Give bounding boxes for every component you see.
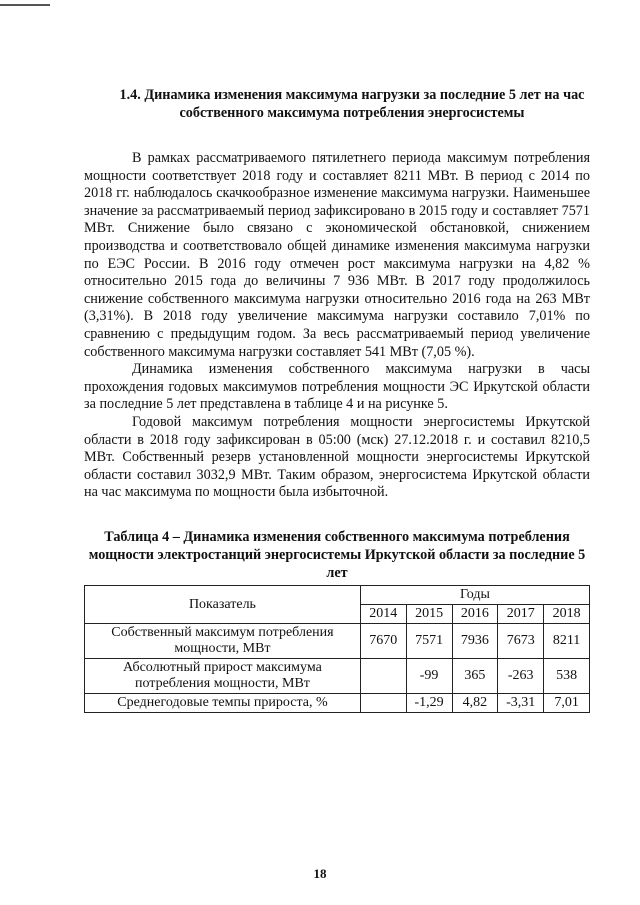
- page-number: 18: [313, 866, 327, 881]
- table-row: [85, 624, 590, 659]
- page-content: [84, 86, 590, 710]
- paragraph-1: В рамках рассматриваемого пятилетнего периода максимум потребления мощности соответствует 2018 году и составляет 8211 МВт. В период с 2014 по 2018 гг. наблюдалось скачкообразное изменение максимума нагрузки. Наименьшее значение за рассматриваемый период зафиксировано в 2015 году и составляет 7571 МВт. Снижение было связано с экономической обстановкой, снижением производства и соответствовало общей динамике изменения максимума нагрузки по ЕЭС России. В 2016 году отмечен рост максимума нагрузки на 4,82 % относительно 2015 года до величины 7 936 МВт. В 2017 году продолжилось снижение собственного максимума нагрузки относительно 2016 года на 263 МВт (3,31%). В 2018 году увеличение максимума нагрузки составило 7,01% по сравнению с предыдущим годом. За весь рассматриваемый период увеличение собственного максимума нагрузки составляет 541 МВт (7,05 %).: [84, 150, 590, 360]
- table-cell: 7936: [452, 624, 498, 659]
- year-2014: 2014: [360, 605, 406, 624]
- row-label: Среднегодовые темпы прироста, %: [85, 694, 361, 713]
- table-cell: 7673: [498, 624, 544, 659]
- load-dynamics-table: [84, 585, 590, 713]
- header-indicator: Показатель: [85, 586, 361, 624]
- year-2017: 2017: [498, 605, 544, 624]
- table-cell: -3,31: [498, 694, 544, 713]
- row-label: Собственный максимум потребления мощности, МВт: [85, 624, 361, 659]
- table-cell: 538: [544, 659, 590, 694]
- table-cell: 7670: [360, 624, 406, 659]
- scan-edge-mark: [0, 4, 50, 6]
- year-2015: 2015: [406, 605, 452, 624]
- table-cell: -1,29: [406, 694, 452, 713]
- paragraph-2: Динамика изменения собственного максимума нагрузки в часы прохождения годовых максимумов потребления мощности ЭС Иркутской области за последние 5 лет представлена в таблице 4 и на рисунке 5.: [84, 361, 590, 413]
- table-cell: 4,82: [452, 694, 498, 713]
- table-cell: 8211: [544, 624, 590, 659]
- row-label: Абсолютный прирост максимума потребления мощности, МВт: [85, 659, 361, 694]
- table-cell: [360, 694, 406, 713]
- table-cell: -99: [406, 659, 452, 694]
- paragraph-3: Годовой максимум потребления мощности энергосистемы Иркутской области в 2018 году зафиксирован в 05:00 (мск) 27.12.2018 г. и составил 8210,5 МВт. Собственный резерв установленной мощности энергосистемы Иркутской области составил 3032,9 МВт. Таким образом, энергосистема Иркутской области на час максимума по мощности была избыточной.: [84, 413, 590, 501]
- body-text: [84, 150, 590, 502]
- header-years: Годы: [360, 586, 589, 605]
- year-2016: 2016: [452, 605, 498, 624]
- table-cell: 7571: [406, 624, 452, 659]
- table-cell: -263: [498, 659, 544, 694]
- table-header-row: [85, 586, 590, 605]
- year-2018: 2018: [544, 605, 590, 624]
- table-cell: [360, 659, 406, 694]
- table-row: [85, 659, 590, 694]
- table-cell: 365: [452, 659, 498, 694]
- table-row: [85, 694, 590, 713]
- table-caption: Таблица 4 – Динамика изменения собственного максимума потребления мощности электростанций энергосистемы Иркутской области за последние 5 лет: [88, 528, 586, 581]
- section-title: 1.4. Динамика изменения максимума нагрузки за последние 5 лет на час собственного максимума потребления энергосистемы: [119, 87, 585, 121]
- table-cell: 7,01: [544, 694, 590, 713]
